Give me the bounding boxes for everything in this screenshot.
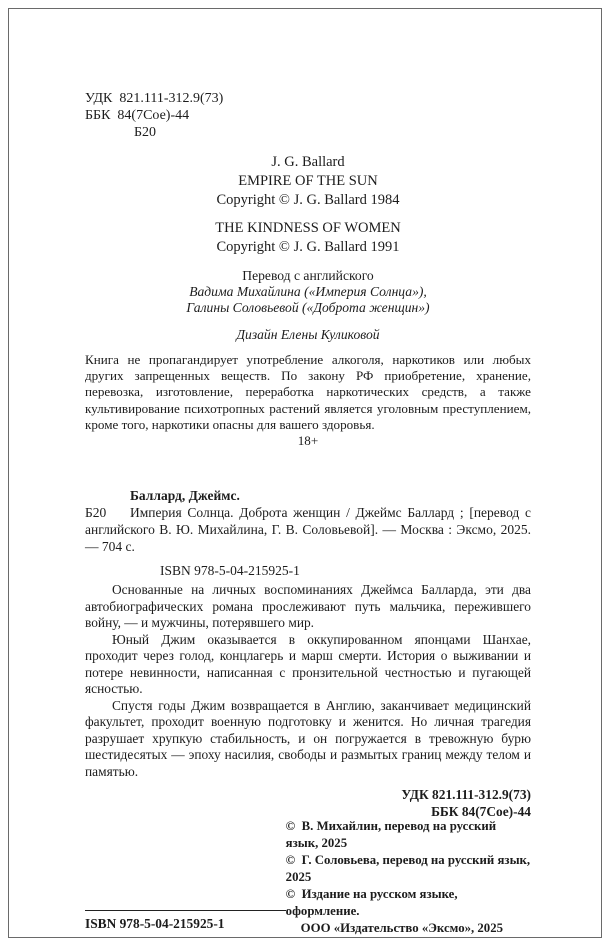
bottom-section: [85, 818, 534, 937]
catalog-card-block: [85, 487, 531, 555]
original-copyright-1: Copyright © J. G. Ballard 1984: [216, 192, 400, 208]
copyright-line-1: © В. Михайлин, перевод на русский язык, 2025: [285, 819, 500, 850]
isbn-catalog: ISBN 978-5-04-215925-1: [160, 563, 300, 579]
original-title-2: THE KINDNESS OF WOMEN: [215, 220, 401, 236]
copyright-line-2: © Г. Соловьева, перевод на русский язык, 2025: [285, 853, 534, 884]
catalog-code: Б20: [85, 505, 107, 521]
catalog-author: Баллард, Джеймс.: [130, 488, 240, 504]
annotation-paragraph-1: Основанные на личных воспоминаниях Джеймса Балларда, эти два автобиографических романа прослеживают путь мальчика, пережившего войну, — и мужчины, потерявшего мир.: [85, 582, 531, 631]
translator-line-2: Галины Соловьевой («Доброта женщин»): [186, 300, 430, 315]
original-work-1: [85, 153, 531, 210]
age-rating: 18+: [297, 433, 319, 449]
translation-block: [85, 268, 531, 316]
annotation-paragraph-3: Спустя годы Джим возвращается в Англию, заканчивает медицинский факультет, проходит военную подготовку и женится. Но личная трагедия разрушает хрупкую стабильность, и он погружается в тревожную бурю шестидесятых — эпоху насилия, свободы и размытых границ между телом и памятью.: [85, 697, 531, 779]
copyright-line-4: ООО «Издательство «Эксмо», 2025: [300, 921, 503, 935]
top-codes-block: [85, 90, 531, 141]
original-copyright-2: Copyright © J. G. Ballard 1991: [216, 239, 400, 255]
udk-bottom-label: УДК 821.111-312.9(73): [401, 787, 531, 803]
copyright-line-3: © Издание на русском языке, оформление.: [285, 887, 464, 918]
translator-line-1: Вадима Михайлина («Империя Солнца»),: [189, 284, 427, 299]
original-author: J. G. Ballard: [271, 154, 345, 170]
original-title-1: EMPIRE OF THE SUN: [238, 173, 378, 189]
copyright-block: [285, 818, 534, 937]
b20-top-label: Б20: [134, 125, 157, 140]
annotation-paragraph-2: Юный Джим оказывается в оккупированном японцами Шанхае, проходит через голод, концлагерь и марш смерти. История о выживании и потере невинности, написанная с пронзительной честностью и пугающей ясностью.: [85, 631, 531, 697]
legal-disclaimer: Книга не пропагандирует употребление алкоголя, наркотиков или любых других запрещенных веществ. По закону РФ приобретение, хранение, перевозка, изготовление, переработка наркотических средств, а также культивирование психотропных растений является уголовным преступлением, кроме того, наркотики опасны для вашего здоровья.: [85, 352, 531, 432]
bbk-top-label: ББК 84(7Сое)-44: [85, 108, 190, 123]
original-work-2: [85, 219, 531, 257]
isbn-bottom: ISBN 978-5-04-215925-1: [85, 910, 286, 932]
bottom-codes-block: [85, 786, 531, 820]
annotation-block: [85, 582, 531, 780]
udk-top-label: УДК 821.111-312.9(73): [85, 91, 224, 106]
designer-credit: Дизайн Елены Куликовой: [236, 327, 380, 342]
imprint-content: [85, 90, 531, 820]
bbk-bottom-label: ББК 84(7Сое)-44: [431, 804, 531, 820]
original-edition-block: [85, 153, 531, 343]
catalog-entry: Империя Солнца. Доброта женщин / Джеймс Баллард ; [перевод с английского В. Ю. Михайлина, Г. В. Соловьевой]. — Москва : Эксмо, 2025. — 704 с.: [85, 505, 531, 555]
translation-header: Перевод с английского: [242, 268, 374, 283]
